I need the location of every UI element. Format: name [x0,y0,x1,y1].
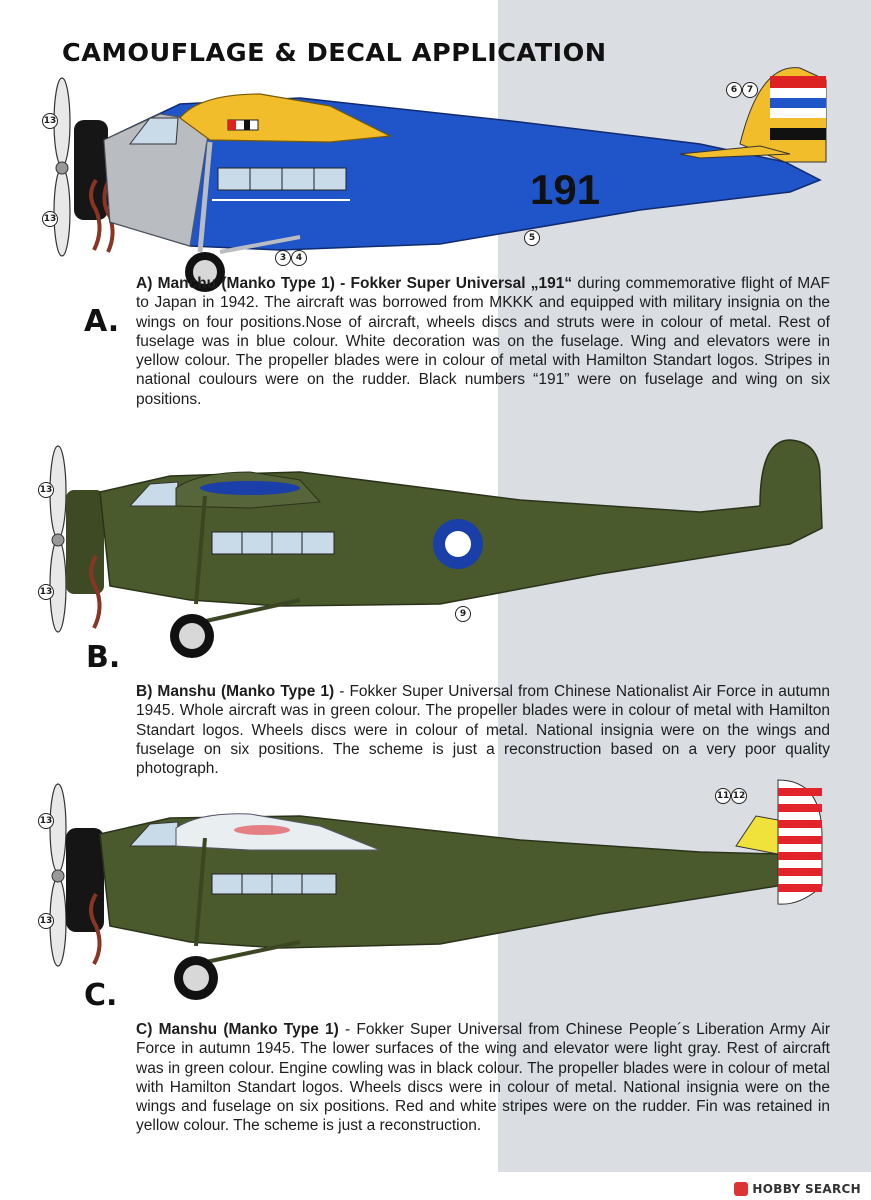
body-b: - Fokker Super Universal from Chinese Nationalist Air Force in autumn 1945. Whole aircraft was in green colour. The propeller blades were in colour of metal with Hamilton Standart logos. Wheels discs were in colour of metal. National insignia were on the wings and fuselage on six positions. The scheme is just a reconstruction based on a very poor quality photograph. [136,683,830,778]
callout-13: 13 [38,584,54,600]
body-c: - Fokker Super Universal from Chinese People´s Liberation Army Air Force in autumn 1945. The lower surfaces of the wing and elevator were light gray. Rest of aircraft was in green colour. Engine cowling was in black colour. The propeller blades were in colour of metal with Hamilton Standart logos. Wheels discs were in colour of metal. National insignia were on the wings and fuselage on six positions. Red and white stripes were on the rudder. Fin was retained in yellow colour. The scheme is just a reconstruction. [136,1021,831,1135]
body-a: during commemorative flight of MAF to Japan in 1942. The aircraft was borrowed from MKKK and equipped with military insignia on the wings on four positions.Nose of aircraft, wheels discs and struts were in colour of metal. Rest of fuselage was in blue colour. White decoration was on the fuselage. Wing and elevators were in yellow colour. The propeller blades were in colour of metal with Hamilton Standart logos. Stripes in national coulours were on the rudder. Black numbers “191” were on fuselage and wing on six positions. [136,275,830,408]
description-c [136,1020,830,1136]
hobby-search-logo-icon [734,1182,748,1196]
description-b [136,682,830,778]
heading-a: A) Manchu (Manko Type 1) - Fokker Super Universal „191“ [136,275,573,292]
heading-b: B) Manshu (Manko Type 1) [136,683,335,700]
section-letter-c: C. [84,978,118,1013]
callout-13: 13 [38,482,54,498]
callout-13: 13 [42,211,58,227]
page-title: CAMOUFLAGE & DECAL APPLICATION [62,38,607,67]
callout-13: 13 [42,113,58,129]
callout-9: 9 [455,606,471,622]
callout-6: 6 [726,82,742,98]
heading-c: C) Manshu (Manko Type 1) [136,1021,339,1038]
watermark [734,1182,861,1197]
callout-3: 3 [275,250,291,266]
aircraft-c-profile [0,776,871,1016]
callout-12: 12 [731,788,747,804]
aircraft-a-profile [0,62,871,294]
fuselage-number: 191 [530,166,601,213]
watermark-text: HOBBY SEARCH [752,1181,861,1196]
callout-13: 13 [38,913,54,929]
callout-7: 7 [742,82,758,98]
section-letter-a: A. [84,304,120,339]
callout-11: 11 [715,788,731,804]
callout-13: 13 [38,813,54,829]
callout-5: 5 [524,230,540,246]
callout-4: 4 [291,250,307,266]
aircraft-b-profile [0,436,871,676]
section-letter-b: B. [86,640,121,675]
description-a [136,274,830,409]
